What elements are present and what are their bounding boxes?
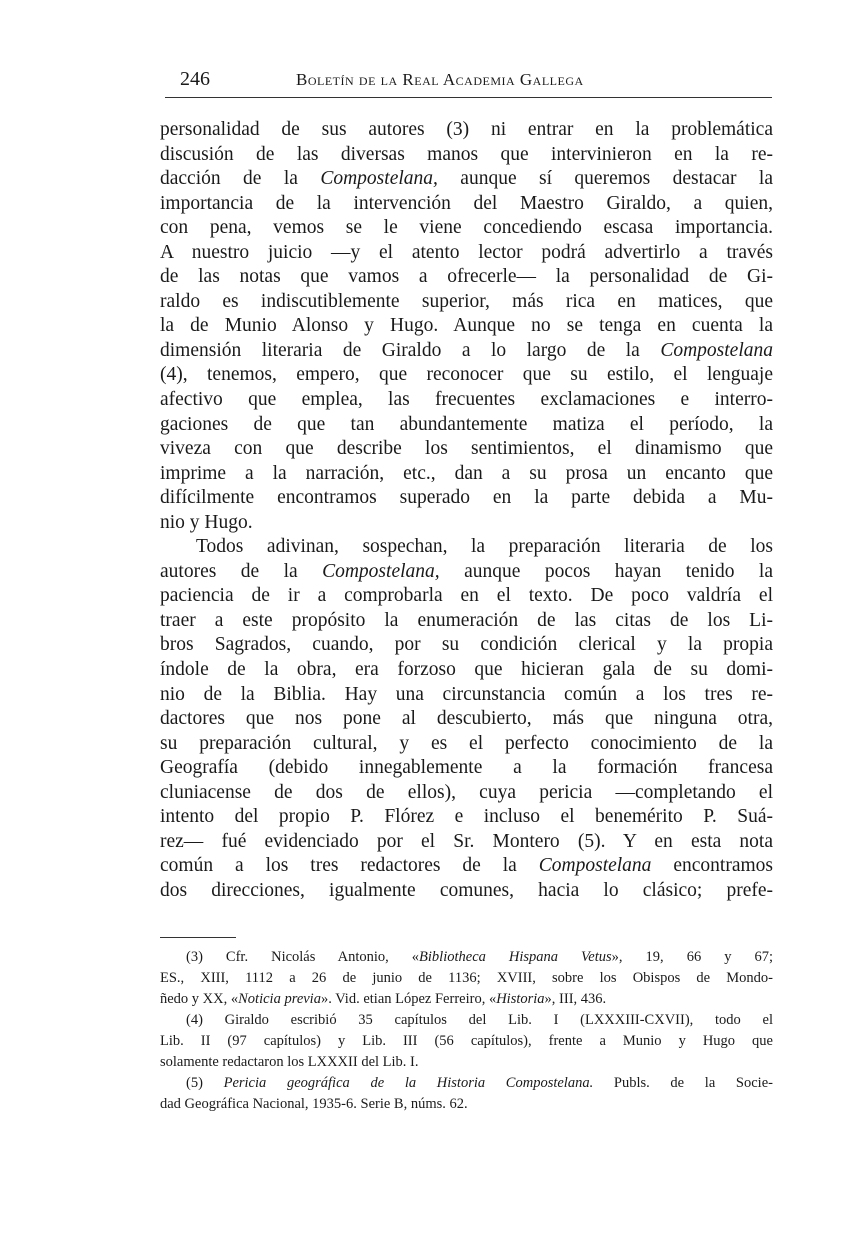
italic-text: Compostelana,	[322, 560, 440, 582]
text-segment: aunque sí queremos destacar la	[437, 168, 773, 190]
text-line	[160, 560, 773, 585]
text-segment: », III, 436.	[544, 991, 607, 1007]
italic-text: Pericia geográfica de la Historia Compostelana.	[223, 1075, 594, 1091]
text-segment: con pena, vemos se le viene concediendo escasa importancia.	[160, 217, 773, 239]
footnote-rule	[160, 937, 236, 938]
text-segment: dactores que nos pone al descubierto, más que ninguna otra,	[160, 708, 773, 730]
text-line	[160, 879, 773, 904]
text-line	[160, 265, 773, 290]
text-line	[160, 854, 773, 879]
italic-text: Compostelana,	[320, 168, 438, 190]
text-line	[160, 118, 773, 143]
text-line	[160, 584, 773, 609]
text-segment: importancia de la intervención del Maestro Giraldo, a quien,	[160, 192, 773, 214]
text-segment: (4), tenemos, empero, que reconocer que su estilo, el lenguaje	[160, 364, 773, 386]
text-segment: dad Geográfica Nacional, 1935-6. Serie B, núms. 62.	[160, 1096, 468, 1112]
text-segment: gaciones de que tan abundantemente matiza el período, la	[160, 413, 773, 435]
text-line	[160, 486, 773, 511]
text-segment: (4) Giraldo escribió 35 capítulos del Lib. I (LXXXIII-CXVII), todo el	[186, 1012, 773, 1028]
italic-text: Compostelana	[660, 339, 773, 361]
text-line	[160, 388, 773, 413]
italic-text: Bibliotheca Hispana Vetus	[419, 949, 612, 965]
text-line	[160, 535, 773, 560]
text-segment: autores de la	[160, 560, 323, 582]
footnote-line	[160, 989, 773, 1010]
text-segment: rez— fué evidenciado por el Sr. Montero (5). Y en esta nota	[160, 830, 773, 852]
text-line	[160, 314, 773, 339]
text-segment: de las notas que vamos a ofrecerle— la personalidad de Gi-	[160, 266, 773, 288]
text-line	[160, 781, 773, 806]
footnote-line	[160, 1031, 773, 1052]
text-segment: dimensión literaria de Giraldo a lo largo de la	[160, 339, 661, 361]
text-line	[160, 437, 773, 462]
text-segment: (3) Cfr. Nicolás Antonio, «	[186, 949, 420, 965]
footnote-line	[160, 947, 773, 968]
text-line	[160, 192, 773, 217]
text-segment: ES., XIII, 1112 a 26 de junio de 1136; XVIII, sobre los Obispos de Mondo-	[160, 970, 773, 986]
text-line	[160, 167, 773, 192]
text-segment: nio y Hugo.	[160, 511, 253, 533]
text-line	[160, 413, 773, 438]
text-segment: cluniacense de dos de ellos), cuya pericia —completando el	[160, 781, 773, 803]
text-segment: ñedo y XX, «	[160, 991, 239, 1007]
text-line	[160, 609, 773, 634]
text-segment: (5)	[186, 1075, 224, 1091]
text-segment: imprime a la narración, etc., dan a su prosa un encanto que	[160, 462, 773, 484]
text-line	[160, 830, 773, 855]
text-segment: paciencia de ir a comprobarla en el texto. De poco valdría el	[160, 585, 773, 607]
text-segment: su preparación cultural, y es el perfecto conocimiento de la	[160, 732, 773, 754]
text-line	[160, 732, 773, 757]
text-segment: Todos adivinan, sospechan, la preparación literaria de los	[196, 536, 773, 558]
text-line	[160, 363, 773, 388]
italic-text: Noticia previa	[238, 991, 321, 1007]
text-segment: bros Sagrados, cuando, por su condición clerical y la propia	[160, 634, 773, 656]
text-segment: Publs. de la Socie-	[593, 1075, 773, 1091]
text-segment: común a los tres redactores de la	[160, 855, 539, 877]
text-line	[160, 290, 773, 315]
footnote-line	[160, 1073, 773, 1094]
footnote-line	[160, 1010, 773, 1031]
text-line	[160, 707, 773, 732]
body-text	[160, 118, 773, 904]
text-segment: nio de la Biblia. Hay una circunstancia común a los tres re-	[160, 683, 773, 705]
italic-text: Historia	[496, 991, 545, 1007]
text-segment: intento del propio P. Flórez e incluso el benemérito P. Suá-	[160, 806, 773, 828]
text-segment: viveza con que describe los sentimientos, el dinamismo que	[160, 438, 773, 460]
text-segment: dacción de la	[160, 168, 321, 190]
text-line	[160, 241, 773, 266]
footnotes	[160, 947, 773, 1115]
italic-text: Compostelana	[538, 855, 652, 877]
footnote-line	[160, 1094, 773, 1115]
text-segment: la de Munio Alonso y Hugo. Aunque no se tenga en cuenta la	[160, 315, 773, 337]
text-line	[160, 511, 773, 536]
text-segment: Lib. II (97 capítulos) y Lib. III (56 capítulos), frente a Munio y Hugo que	[160, 1033, 773, 1049]
page-number: 246	[180, 68, 210, 90]
text-line	[160, 143, 773, 168]
text-line	[160, 339, 773, 364]
text-segment: solamente redactaron los LXXXII del Lib. I.	[160, 1054, 419, 1070]
text-segment: Geografía (debido innegablemente a la formación francesa	[160, 757, 773, 779]
text-segment: discusión de las diversas manos que intervinieron en la re-	[160, 143, 773, 165]
text-line	[160, 462, 773, 487]
running-title: Boletín de la Real Academia Gallega	[296, 70, 584, 89]
text-line	[160, 216, 773, 241]
text-segment: índole de la obra, era forzoso que hicieran gala de su domi-	[160, 659, 773, 681]
footnote-line	[160, 1052, 773, 1073]
text-segment: dos direcciones, igualmente comunes, hacia lo clásico; prefe-	[160, 879, 773, 901]
footnote-line	[160, 968, 773, 989]
text-segment: afectivo que emplea, las frecuentes exclamaciones e interro-	[160, 389, 773, 411]
text-segment: aunque pocos hayan tenido la	[439, 560, 773, 582]
text-segment: personalidad de sus autores (3) ni entrar en la problemática	[160, 119, 773, 140]
text-line	[160, 633, 773, 658]
text-segment: raldo es indiscutiblemente superior, más rica en matices, que	[160, 290, 773, 312]
text-segment: encontramos	[651, 855, 774, 877]
text-segment: difícilmente encontramos superado en la parte debida a Mu-	[160, 487, 773, 509]
text-line	[160, 683, 773, 708]
text-segment: traer a este propósito la enumeración de las citas de los Li-	[160, 609, 773, 631]
text-line	[160, 756, 773, 781]
text-segment: A nuestro juicio —y el atento lector podrá advertirlo a través	[160, 241, 773, 263]
text-segment: ». Vid. etian López Ferreiro, «	[320, 991, 497, 1007]
text-segment: », 19, 66 y 67;	[611, 949, 773, 965]
text-line	[160, 805, 773, 830]
header-rule	[165, 97, 772, 98]
text-line	[160, 658, 773, 683]
